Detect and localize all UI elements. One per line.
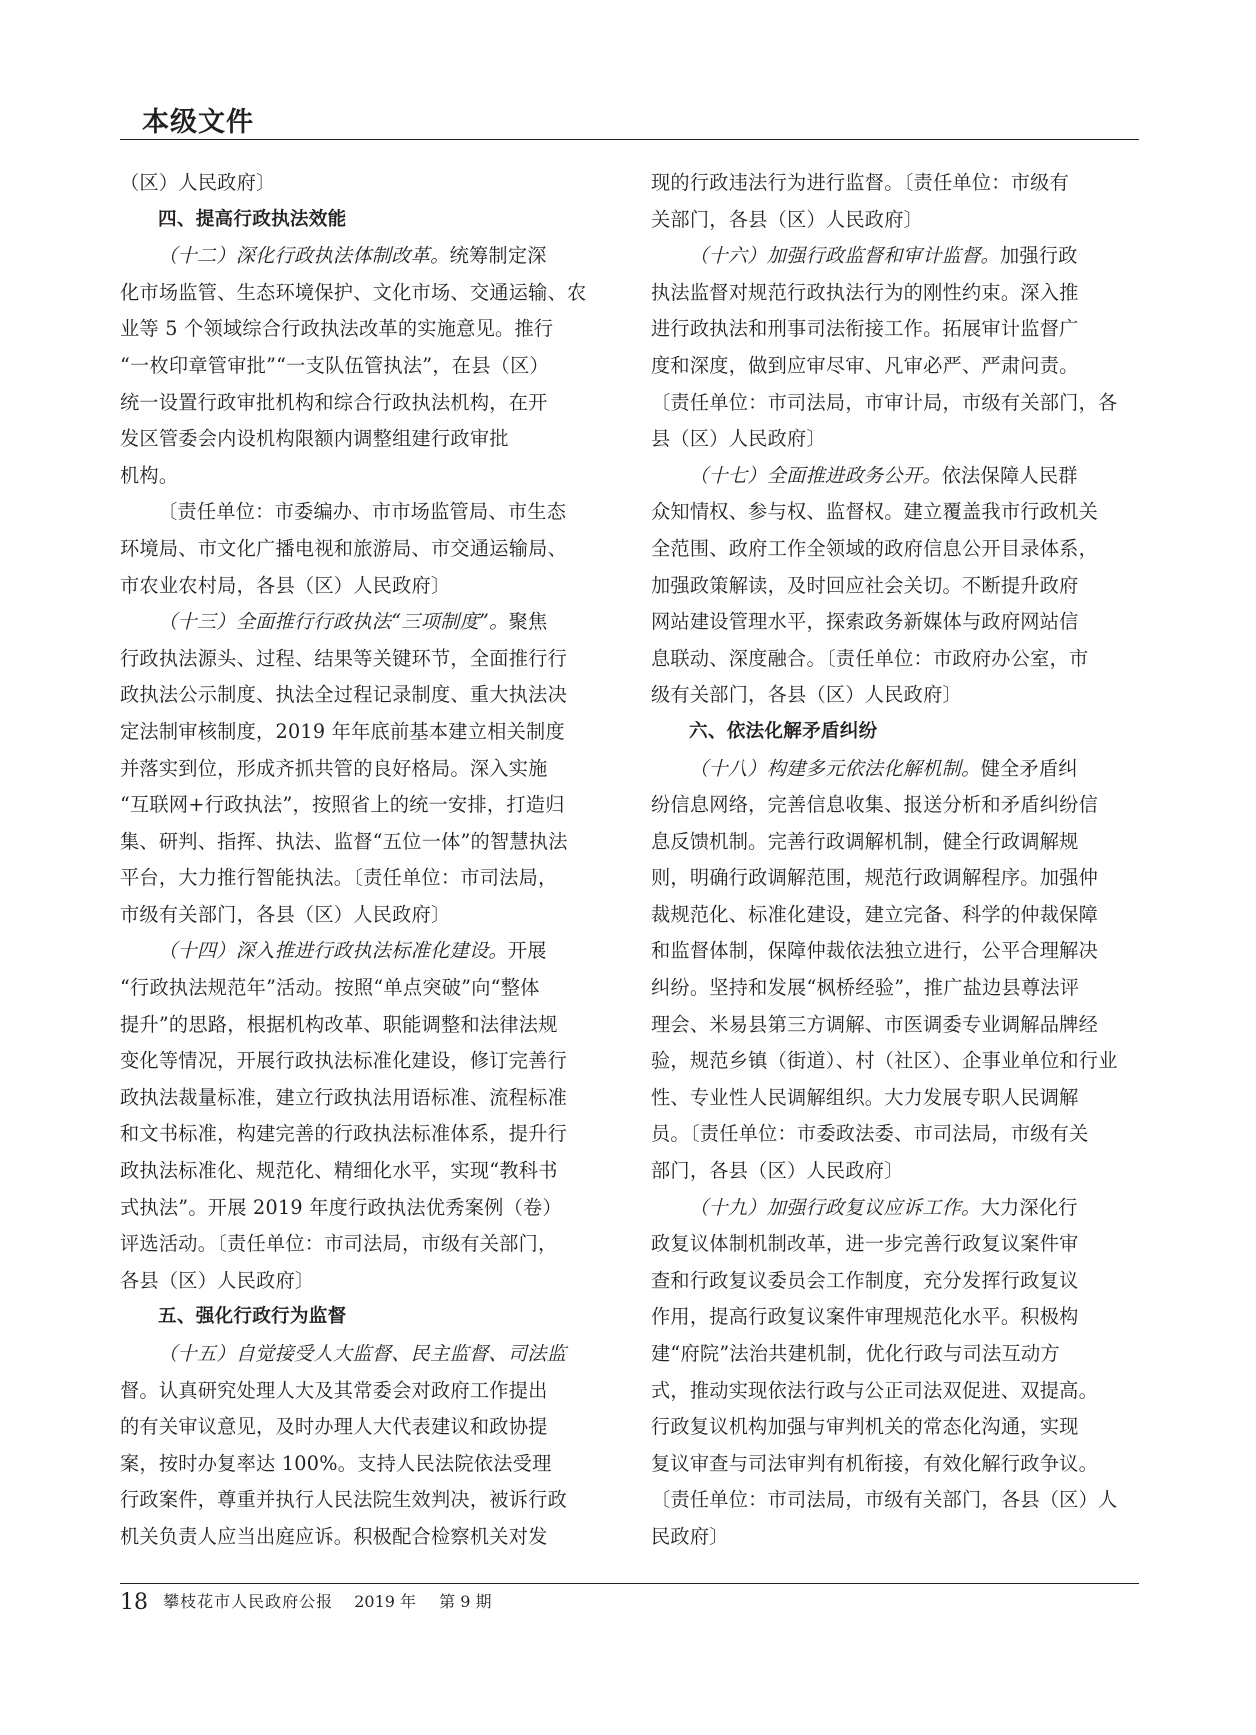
text-line xyxy=(120,1336,608,1373)
line-text: 关部门，各县（区）人民政府〕 xyxy=(651,207,924,231)
text-line xyxy=(651,677,1139,714)
line-text: 复议审查与司法审判有机衔接，有效化解行政争议。 xyxy=(651,1451,1099,1475)
text-line xyxy=(120,1373,608,1410)
line-text: 化市场监管、生态环境保护、文化市场、交通运输、农 xyxy=(120,280,587,304)
text-line xyxy=(120,714,608,751)
section-title: 本级文件 xyxy=(142,107,254,138)
text-line xyxy=(120,165,608,202)
text-line xyxy=(651,348,1139,385)
text-line xyxy=(651,1299,1139,1336)
text-line xyxy=(651,1116,1139,1153)
text-line xyxy=(120,1263,608,1300)
text-line xyxy=(120,751,608,788)
line-text: 裁规范化、标准化建设，建立完备、科学的仲裁保障 xyxy=(651,902,1099,926)
line-text: 网站建设管理水平，探索政务新媒体与政府网站信 xyxy=(651,610,1079,634)
line-text: 则，明确行政调解范围，规范行政调解程序。加强仲 xyxy=(651,866,1099,890)
publication-name: 攀枝花市人民政府公报 xyxy=(163,1592,334,1611)
footer-divider xyxy=(120,1583,1139,1584)
page-number: 18 xyxy=(120,1590,148,1615)
text-line xyxy=(651,458,1139,495)
line-text: （区）人民政府〕 xyxy=(120,171,276,194)
clause-lead: （十七）全面推进政务公开。 xyxy=(689,463,942,487)
section-heading xyxy=(120,1299,608,1336)
text-line xyxy=(651,1043,1139,1080)
line-text: 息联动、深度融合。〔责任单位：市政府办公室，市 xyxy=(651,646,1089,670)
line-text: 环境局、市文化广播电视和旅游局、市交通运输局、 xyxy=(120,536,568,560)
text-line xyxy=(651,970,1139,1007)
line-text: 机构。 xyxy=(120,463,179,487)
left-text-column xyxy=(120,165,608,1556)
text-line xyxy=(120,568,608,605)
line-text: 纠纷。坚持和发展“枫桥经验”，推广盐边县尊法评 xyxy=(651,976,1080,1000)
line-text: 执法监督对规范行政执法行为的刚性约束。深入推 xyxy=(651,280,1079,304)
line-text: 评选活动。〔责任单位：市司法局，市级有关部门， xyxy=(120,1232,558,1256)
text-line xyxy=(120,1190,608,1227)
line-text: 政执法公示制度、执法全过程记录制度、重大执法决 xyxy=(120,683,568,707)
text-line xyxy=(651,1482,1139,1519)
text-line xyxy=(120,641,608,678)
line-text: 度和深度，做到应审尽审、凡审必严、严肃问责。 xyxy=(651,353,1079,377)
text-line xyxy=(651,1519,1139,1556)
line-text: 加强行政 xyxy=(1000,244,1078,268)
text-line xyxy=(651,1446,1139,1483)
line-text: 行政复议机构加强与审判机关的常态化沟通，实现 xyxy=(651,1415,1079,1439)
text-line xyxy=(651,824,1139,861)
clause-lead: （十二）深化行政执法体制改革。 xyxy=(158,244,450,268)
line-text: 四、提高行政执法效能 xyxy=(158,208,347,230)
line-text: 众知情权、参与权、监督权。建立覆盖我市行政机关 xyxy=(651,500,1099,524)
text-line xyxy=(120,970,608,1007)
line-text: 全范围、政府工作全领域的政府信息公开目录体系， xyxy=(651,536,1099,560)
text-line xyxy=(651,1080,1139,1117)
line-text: 〔责任单位：市司法局，市审计局，市级有关部门，各 xyxy=(651,390,1118,414)
line-text: 〔责任单位：市委编办、市市场监管局、市生态 xyxy=(158,500,567,524)
text-line xyxy=(651,421,1139,458)
text-line xyxy=(651,385,1139,422)
text-line xyxy=(120,860,608,897)
line-text: 机关负责人应当出庭应诉。积极配合检察机关对发 xyxy=(120,1524,548,1548)
text-line xyxy=(120,1482,608,1519)
text-line xyxy=(651,751,1139,788)
text-line xyxy=(651,860,1139,897)
text-line xyxy=(120,1116,608,1153)
line-text: 式执法”。开展 2019 年度行政执法优秀案例（卷） xyxy=(120,1195,562,1219)
text-line xyxy=(651,494,1139,531)
text-line xyxy=(651,604,1139,641)
line-text: 各县（区）人民政府〕 xyxy=(120,1268,315,1292)
line-text: 建“府院”法治共建机制，优化行政与司法互动方 xyxy=(651,1342,1060,1365)
text-line xyxy=(651,165,1139,202)
text-line xyxy=(120,677,608,714)
text-line xyxy=(120,458,608,495)
section-heading xyxy=(120,202,608,239)
line-text: 的有关审议意见，及时办理人大代表建议和政协提 xyxy=(120,1415,548,1439)
text-line xyxy=(120,933,608,970)
text-line xyxy=(120,1080,608,1117)
text-line xyxy=(120,1519,608,1556)
line-text: 集、研判、指挥、执法、监督“五位一体”的智慧执法 xyxy=(120,829,568,853)
text-line xyxy=(120,1446,608,1483)
section-heading xyxy=(651,714,1139,751)
line-text: 式，推动实现依法行政与公正司法双促进、双提高。 xyxy=(651,1378,1099,1402)
line-text: 查和行政复议委员会工作制度，充分发挥行政复议 xyxy=(651,1268,1079,1292)
line-text: “互联网+行政执法”，按照省上的统一安排，打造归 xyxy=(120,793,565,817)
text-line xyxy=(651,1409,1139,1446)
line-text: 市农业农村局，各县（区）人民政府〕 xyxy=(120,573,451,597)
clause-lead: （十九）加强行政复议应诉工作。 xyxy=(689,1195,981,1219)
text-line xyxy=(120,531,608,568)
text-line xyxy=(651,1190,1139,1227)
text-line xyxy=(651,641,1139,678)
text-line xyxy=(120,311,608,348)
text-line xyxy=(120,897,608,934)
clause-lead: （十八）构建多元依法化解机制。 xyxy=(689,756,981,780)
text-line xyxy=(651,1373,1139,1410)
line-text: 定法制审核制度，2019 年年底前基本建立相关制度 xyxy=(120,719,565,743)
text-line xyxy=(120,1226,608,1263)
line-text: 五、强化行政行为监督 xyxy=(158,1306,347,1328)
line-text: 变化等情况，开展行政执法标准化建设，修订完善行 xyxy=(120,1049,568,1073)
line-text: “一枚印章管审批”“一支队伍管执法”，在县（区） xyxy=(120,353,549,377)
text-line xyxy=(120,824,608,861)
text-line xyxy=(120,604,608,641)
line-text: 进行政执法和刑事司法衔接工作。拓展审计监督广 xyxy=(651,317,1079,341)
clause-lead: （十六）加强行政监督和审计监督。 xyxy=(689,244,1000,268)
line-text: 〔责任单位：市司法局，市级有关部门，各县（区）人 xyxy=(651,1488,1118,1512)
line-text: 政复议体制机制改革，进一步完善行政复议案件审 xyxy=(651,1232,1079,1256)
clause-lead: （十五）自觉接受人大监督、民主监督、司法监 xyxy=(158,1342,567,1365)
line-text: 六、依法化解矛盾纠纷 xyxy=(689,720,878,742)
line-text: 大力深化行 xyxy=(980,1195,1078,1219)
publication-year: 2019 年 xyxy=(354,1592,417,1611)
line-text: 加强政策解读，及时回应社会关切。不断提升政府 xyxy=(651,573,1079,597)
line-text: 行政执法源头、过程、结果等关键环节，全面推行行 xyxy=(120,646,568,670)
issue-number: 第 9 期 xyxy=(439,1592,492,1611)
text-line xyxy=(651,897,1139,934)
text-line xyxy=(651,1153,1139,1190)
text-line xyxy=(120,1409,608,1446)
line-text: 现的行政违法行为进行监督。〔责任单位：市级有 xyxy=(651,171,1070,194)
line-text: 并落实到位，形成齐抓共管的良好格局。深入实施 xyxy=(120,756,548,780)
line-text: 息反馈机制。完善行政调解机制，健全行政调解规 xyxy=(651,829,1079,853)
line-text: 员。〔责任单位：市委政法委、市司法局，市级有关 xyxy=(651,1122,1089,1146)
line-text: 平台，大力推行智能执法。〔责任单位：市司法局， xyxy=(120,866,558,890)
text-line xyxy=(120,787,608,824)
line-text: 部门，各县（区）人民政府〕 xyxy=(651,1159,904,1183)
text-line xyxy=(651,933,1139,970)
line-text: 理会、米易县第三方调解、市医调委专业调解品牌经 xyxy=(651,1012,1099,1036)
line-text: 政执法标准化、规范化、精细化水平，实现“教科书 xyxy=(120,1159,558,1183)
line-text: 督。认真研究处理人大及其常委会对政府工作提出 xyxy=(120,1378,548,1402)
right-text-column xyxy=(651,165,1139,1556)
line-text: 级有关部门，各县（区）人民政府〕 xyxy=(651,683,962,707)
line-text: 行政案件，尊重并执行人民法院生效判决，被诉行政 xyxy=(120,1488,568,1512)
line-text: 作用，提高行政复议案件审理规范化水平。积极构 xyxy=(651,1305,1079,1329)
text-line xyxy=(120,494,608,531)
text-line xyxy=(651,1263,1139,1300)
text-line xyxy=(120,275,608,312)
text-line xyxy=(651,238,1139,275)
text-line xyxy=(120,421,608,458)
text-line xyxy=(651,275,1139,312)
text-line xyxy=(651,1226,1139,1263)
text-line xyxy=(120,348,608,385)
text-line xyxy=(651,787,1139,824)
line-text: 性、专业性人民调解组织。大力发展专职人民调解 xyxy=(651,1085,1079,1109)
text-line xyxy=(120,1007,608,1044)
text-line xyxy=(120,1153,608,1190)
line-text: 案，按时办复率达 100%。支持人民法院依法受理 xyxy=(120,1451,552,1475)
text-line xyxy=(651,568,1139,605)
line-text: 开展 xyxy=(507,939,547,963)
line-text: 县（区）人民政府〕 xyxy=(651,427,826,451)
line-text: 提升”的思路，根据机构改革、职能调整和法律法规 xyxy=(120,1012,558,1036)
text-line xyxy=(651,1336,1139,1373)
clause-lead: （十三）全面推行行政执法“三项制度”。 xyxy=(158,610,509,634)
line-text: 统筹制定深 xyxy=(449,244,547,268)
line-text: “行政执法规范年”活动。按照“单点突破”向“整体 xyxy=(120,976,540,1000)
line-text: 业等 5 个领域综合行政执法改革的实施意见。推行 xyxy=(120,317,554,341)
text-line xyxy=(651,531,1139,568)
line-text: 发区管委会内设机构限额内调整组建行政审批 xyxy=(120,427,509,451)
line-text: 民政府〕 xyxy=(651,1524,729,1548)
line-text: 健全矛盾纠 xyxy=(980,756,1078,780)
line-text: 依法保障人民群 xyxy=(941,463,1078,487)
line-text: 纷信息网络，完善信息收集、报送分析和矛盾纠纷信 xyxy=(651,793,1099,817)
text-line xyxy=(120,385,608,422)
text-line xyxy=(120,238,608,275)
line-text: 统一设置行政审批机构和综合行政执法机构，在开 xyxy=(120,390,548,414)
line-text: 和监督体制，保障仲裁依法独立进行，公平合理解决 xyxy=(651,939,1099,963)
clause-lead: （十四）深入推进行政执法标准化建设。 xyxy=(158,939,508,963)
line-text: 和文书标准，构建完善的行政执法标准体系，提升行 xyxy=(120,1122,568,1146)
line-text: 市级有关部门，各县（区）人民政府〕 xyxy=(120,902,451,926)
page-footer xyxy=(120,1589,491,1615)
line-text: 政执法裁量标准，建立行政执法用语标准、流程标准 xyxy=(120,1085,568,1109)
text-line xyxy=(651,311,1139,348)
text-line xyxy=(651,202,1139,239)
text-line xyxy=(120,1043,608,1080)
header-divider xyxy=(120,139,1139,140)
line-text: 验，规范乡镇（街道）、村（社区）、企事业单位和行业 xyxy=(651,1049,1118,1073)
line-text: 聚焦 xyxy=(508,610,548,634)
text-line xyxy=(651,1007,1139,1044)
